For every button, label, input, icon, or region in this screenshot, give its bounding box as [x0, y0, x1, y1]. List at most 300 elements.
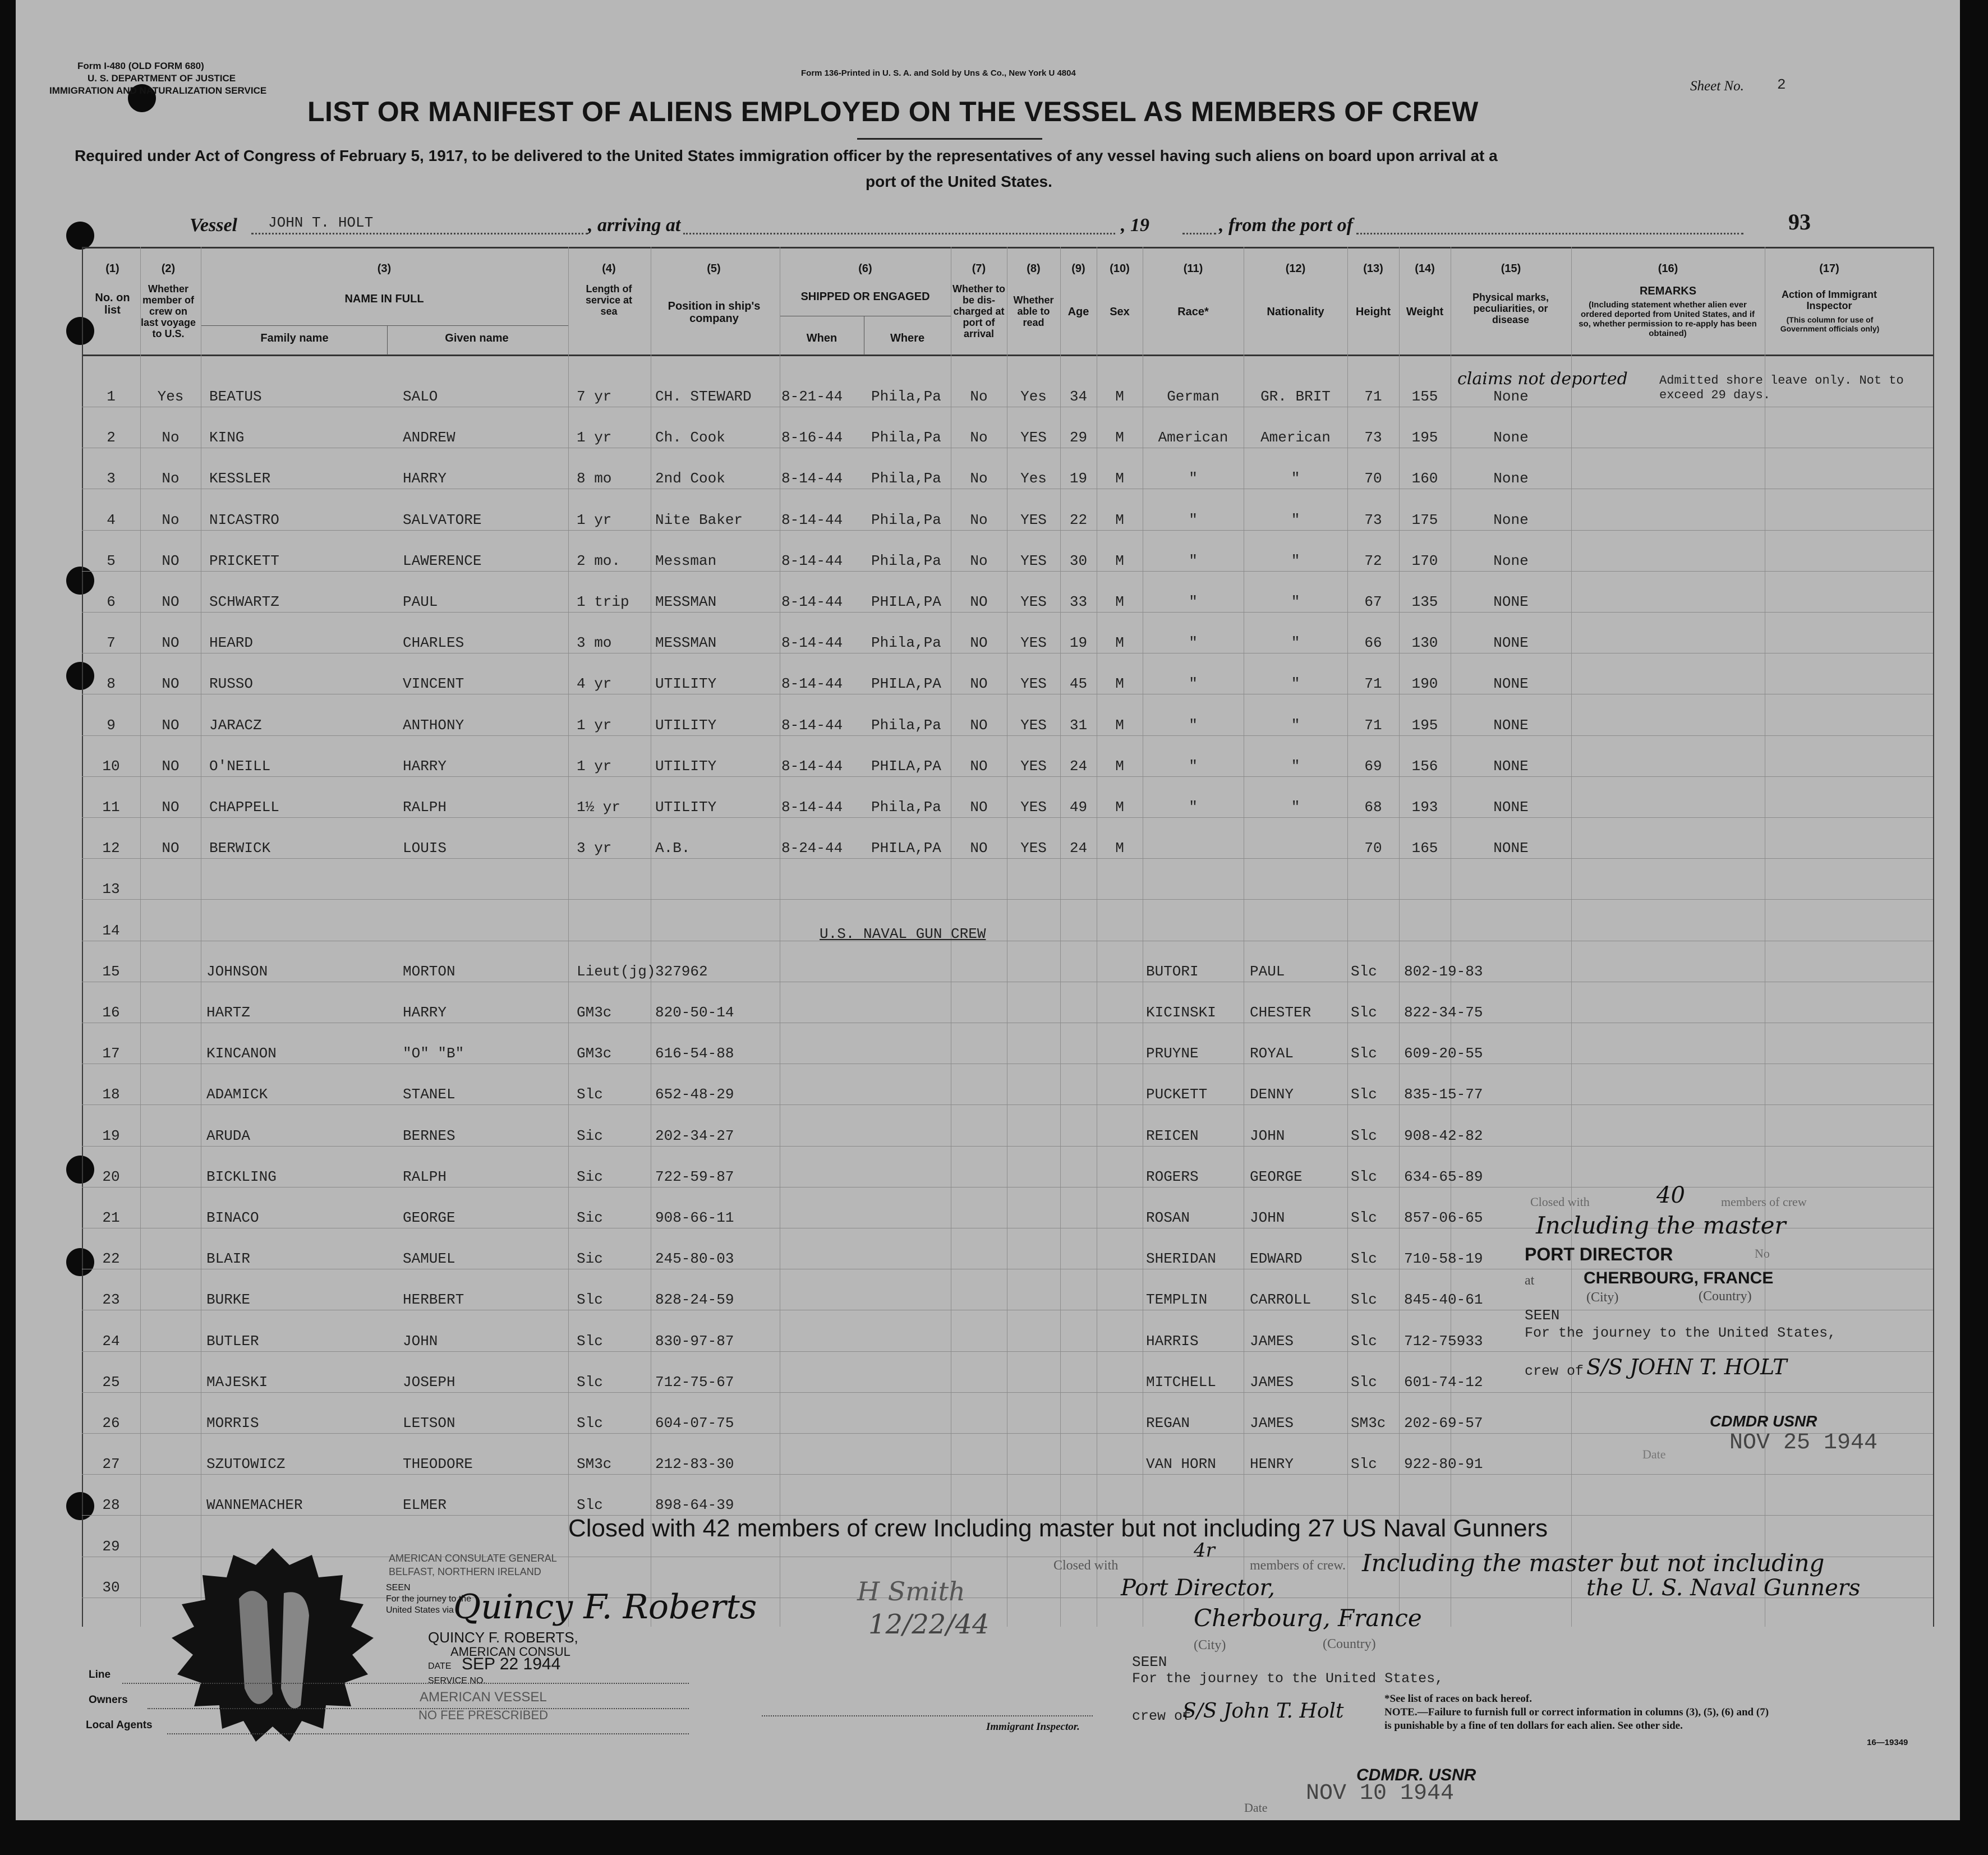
gunner-given-name: JAMES [1250, 1332, 1294, 1350]
able-to-read: YES [1020, 757, 1047, 775]
gunner-family-name: BICKLING [206, 1168, 277, 1185]
vessel-name: JOHN T. HOLT [268, 214, 374, 231]
gunner-serial: 652-48-29 [655, 1086, 734, 1103]
year-label: , 19 [1121, 215, 1149, 236]
age: 24 [1069, 840, 1088, 857]
gunner-rate: Slc [1351, 1332, 1377, 1350]
nationality: " [1291, 675, 1300, 693]
gunner-serial: 822-34-75 [1404, 1004, 1483, 1021]
gunner-rate: Slc [1351, 1456, 1377, 1473]
weight: 135 [1411, 593, 1438, 610]
footer-note: NOTE.—Failure to furnish full or correct information in columns (3), (5), (6) and (7) [1384, 1706, 1769, 1718]
sex: M [1115, 716, 1124, 734]
sex: M [1115, 552, 1124, 569]
given-name: LAWERENCE [403, 552, 482, 569]
physical-marks: NONE [1493, 634, 1529, 652]
service-length: 3 mo [577, 634, 612, 652]
position: CH. STEWARD [655, 388, 752, 405]
nationality: " [1291, 634, 1300, 652]
col-header-height: Height [1355, 306, 1391, 318]
physical-marks: NONE [1493, 840, 1529, 857]
gunner-serial: 828-24-59 [655, 1291, 734, 1309]
row-rule [82, 735, 1933, 736]
gunner-given-name: CARROLL [1250, 1291, 1311, 1309]
col-header-marks: Physical marks, peculiarities, or disease [1472, 292, 1549, 325]
gunner-serial: 908-42-82 [1404, 1127, 1483, 1144]
dotted-rule [1182, 233, 1216, 234]
row-rule [82, 899, 1933, 900]
shipped-where: Phila,Pa [871, 429, 941, 447]
city-label: (City) [1194, 1638, 1226, 1653]
gunner-rate: Slc [577, 1332, 603, 1350]
prev-voyage: Yes [157, 388, 184, 405]
subheader-rule [201, 325, 568, 326]
crew-of-vessel: S/S JOHN T. HOLT [1586, 1355, 1787, 1379]
col-num-15: (15) [1501, 263, 1521, 275]
gunner-serial: 604-07-75 [655, 1415, 734, 1431]
journey-label: For the journey to the United States, [1525, 1325, 1837, 1341]
col-num-16: (16) [1658, 263, 1678, 275]
gunner-family-name: ARUDA [206, 1127, 251, 1144]
gunner-rate: Sic [577, 1250, 603, 1268]
crew-of-label: crew of [1132, 1708, 1191, 1724]
crew-count-2: 4r [1194, 1539, 1215, 1562]
gunner-serial: 710-58-19 [1404, 1250, 1483, 1268]
row-number: 19 [102, 1127, 120, 1144]
sex: M [1115, 757, 1124, 775]
row-number: 16 [102, 1004, 120, 1021]
dotted-rule [1356, 233, 1743, 234]
able-to-read: YES [1020, 552, 1047, 569]
gunner-family-name: ADAMICK [206, 1086, 268, 1103]
city-hand: Cherbourg, France [1194, 1604, 1422, 1632]
gunner-serial: 830-97-87 [655, 1332, 734, 1350]
smith-signature: H Smith [857, 1576, 965, 1607]
consul-signature: Quincy F. Roberts [453, 1587, 757, 1627]
row-rule [82, 1146, 1933, 1147]
gunner-serial: 835-15-77 [1404, 1086, 1483, 1103]
gunner-given-name: GEORGE [403, 1209, 455, 1226]
height: 68 [1364, 799, 1382, 816]
col-header-action-note: (This column for use of Government officials only) [1780, 315, 1880, 333]
gunner-serial: 857-06-65 [1404, 1209, 1483, 1226]
row-number: 25 [102, 1373, 120, 1391]
prev-voyage: NO [162, 552, 180, 569]
date-stamp: NOV 10 1944 [1306, 1781, 1455, 1806]
gunner-family-name: KICINSKI [1146, 1004, 1216, 1021]
given-name: SALVATORE [403, 511, 482, 528]
discharged: NO [970, 675, 988, 693]
row-number: 22 [102, 1250, 120, 1268]
weight: 155 [1411, 388, 1438, 405]
gunner-rate: SM3c [577, 1456, 612, 1473]
sex: M [1115, 799, 1124, 816]
subtitle: Required under Act of Congress of February 5, 1917, to be delivered to the United States immigration officer by the representatives of any vessel having such aliens on board upon arrival at a [75, 147, 1498, 164]
col-num-7: (7) [972, 263, 986, 275]
row-number: 29 [102, 1538, 120, 1555]
dept-line: U. S. DEPARTMENT OF JUSTICE [88, 73, 236, 84]
footer-owners-label: Owners [89, 1694, 128, 1706]
seen-label: SEEN [386, 1583, 411, 1592]
col-num-4: (4) [602, 263, 616, 275]
page-stamp: 93 [1788, 209, 1811, 234]
col-num-6: (6) [858, 263, 872, 275]
at-city: CHERBOURG, FRANCE [1584, 1269, 1774, 1287]
subheader-rule [387, 325, 388, 355]
closed-with-label: Closed with [1053, 1558, 1119, 1573]
title-rule [857, 138, 1042, 140]
sex: M [1115, 470, 1124, 487]
gunner-given-name: JOSEPH [403, 1373, 455, 1391]
family-name: KESSLER [209, 470, 271, 487]
col-header-name: NAME IN FULL [344, 293, 424, 305]
consulate-line: BELFAST, NORTHERN IRELAND [389, 1566, 541, 1577]
family-name: KING [209, 429, 245, 447]
race: " [1189, 593, 1198, 610]
col-header-prev-voyage: Whether member of crew on last voyage to U.S. [140, 283, 196, 339]
col-num-3: (3) [377, 263, 392, 275]
dotted-rule [167, 1733, 689, 1734]
able-to-read: YES [1020, 593, 1047, 610]
date-stamp: NOV 25 1944 [1729, 1430, 1878, 1456]
shipped-when: 8-16-44 [781, 429, 843, 447]
row-number: 1 [107, 388, 116, 405]
height: 73 [1364, 429, 1382, 447]
family-name: BERWICK [209, 840, 271, 857]
physical-marks: None [1493, 388, 1529, 405]
col-header-age: Age [1067, 306, 1089, 318]
row-number: 7 [107, 634, 116, 652]
able-to-read: YES [1020, 840, 1047, 857]
gunner-rate: Slc [1351, 1086, 1377, 1103]
age: 24 [1069, 757, 1088, 775]
gunner-family-name: KINCANON [206, 1045, 277, 1062]
position: MESSMAN [655, 634, 717, 652]
dotted-rule [683, 233, 1115, 234]
col-num-2: (2) [161, 263, 176, 275]
gunner-family-name: BUTLER [206, 1332, 259, 1350]
position: UTILITY [655, 675, 717, 693]
col-header-read: Whether able to read [1013, 294, 1054, 328]
sheet-number: 2 [1777, 76, 1786, 93]
no-fee: NO FEE PRESCRIBED [418, 1708, 549, 1722]
shipped-where: PHILA,PA [871, 675, 941, 693]
row-number: 30 [102, 1578, 120, 1596]
gunner-serial: 601-74-12 [1404, 1373, 1483, 1391]
shipped-where: Phila,Pa [871, 716, 941, 734]
service-length: 2 mo. [577, 552, 621, 569]
shipped-when: 8-14-44 [781, 716, 843, 734]
discharged: NO [970, 799, 988, 816]
row-rule [82, 530, 1933, 531]
members-label: members of crew [1721, 1195, 1807, 1209]
gunner-rate: Slc [1351, 1004, 1377, 1021]
gunner-rate: Sic [577, 1127, 603, 1144]
shipped-where: PHILA,PA [871, 757, 941, 775]
sex: M [1115, 511, 1124, 528]
weight: 165 [1411, 840, 1438, 857]
shipped-where: Phila,Pa [871, 470, 941, 487]
discharged: No [970, 511, 988, 528]
prev-voyage: No [162, 470, 180, 487]
discharged: NO [970, 634, 988, 652]
inspector-label: Immigrant Inspector. [986, 1721, 1080, 1733]
column-rule [1933, 247, 1934, 1627]
city-label: (City) [1586, 1290, 1619, 1305]
weight: 193 [1411, 799, 1438, 816]
physical-marks: NONE [1493, 716, 1529, 734]
row-number: 12 [102, 840, 120, 857]
gunner-given-name: JAMES [1250, 1415, 1294, 1431]
race: " [1189, 716, 1198, 734]
col-header-race: Race* [1177, 306, 1209, 318]
consul-date: SEP 22 1944 [462, 1655, 561, 1673]
row-rule [82, 776, 1933, 777]
col-header-service: Length of service at sea [585, 283, 633, 317]
race: " [1189, 675, 1198, 693]
service-length: 1 trip [577, 593, 629, 610]
row-number: 11 [102, 799, 120, 816]
row-number: 9 [107, 716, 116, 734]
age: 29 [1069, 429, 1088, 447]
age: 19 [1069, 634, 1088, 652]
race: " [1189, 470, 1198, 487]
family-name: NICASTRO [209, 511, 279, 528]
family-name: JARACZ [209, 716, 262, 734]
vessel-label: Vessel [190, 215, 237, 236]
gunner-family-name: HARRIS [1146, 1332, 1199, 1350]
gunner-family-name: MORRIS [206, 1415, 259, 1431]
subtitle: port of the United States. [866, 173, 1052, 190]
row-number: 26 [102, 1415, 120, 1431]
shipped-where: Phila,Pa [871, 799, 941, 816]
sex: M [1115, 840, 1124, 857]
at-label: at [1525, 1273, 1535, 1288]
physical-marks: NONE [1493, 799, 1529, 816]
gunner-family-name: ROSAN [1146, 1209, 1190, 1226]
col-num-1: (1) [105, 263, 119, 275]
shipped-where: Phila,Pa [871, 552, 941, 569]
family-name: SCHWARTZ [209, 593, 279, 610]
shipped-when: 8-14-44 [781, 552, 843, 569]
nationality: GR. BRIT [1260, 388, 1331, 405]
gunner-rate: SM3c [1351, 1415, 1386, 1431]
physical-marks: NONE [1493, 593, 1529, 610]
gunner-rate: Slc [577, 1373, 603, 1391]
gunner-rate: Slc [1351, 1250, 1377, 1268]
closing-text: Closed with 42 members of crew Including master but not including 27 US Naval Gunners [568, 1515, 1548, 1542]
cmdr-signature: CDMDR USNR [1710, 1412, 1817, 1430]
country-label: (Country) [1699, 1289, 1752, 1304]
gunner-family-name: PRUYNE [1146, 1045, 1199, 1062]
gunner-family-name: JOHNSON [206, 963, 268, 980]
gunner-rate: Slc [1351, 1127, 1377, 1144]
footer-agents-label: Local Agents [86, 1719, 153, 1731]
row-rule [82, 1104, 1933, 1105]
discharged: NO [970, 716, 988, 734]
height: 70 [1364, 470, 1382, 487]
column-rule [568, 247, 569, 1627]
physical-marks: None [1493, 429, 1529, 447]
prev-voyage: NO [162, 716, 180, 734]
gunner-given-name: JOHN [403, 1332, 438, 1350]
gunner-serial: 922-80-91 [1404, 1456, 1483, 1473]
gunner-serial: 202-69-57 [1404, 1415, 1483, 1431]
gunner-family-name: REGAN [1146, 1415, 1190, 1431]
nationality: " [1291, 552, 1300, 569]
height: 73 [1364, 511, 1382, 528]
discharged: NO [970, 757, 988, 775]
footer-note: *See list of races on back hereof. [1384, 1693, 1532, 1705]
age: 45 [1069, 675, 1088, 693]
gunner-family-name: MITCHELL [1146, 1373, 1216, 1391]
height: 70 [1364, 840, 1382, 857]
col-header-given: Given name [445, 332, 509, 344]
col-header-where: Where [890, 332, 925, 344]
no-label: No [1755, 1246, 1770, 1260]
gunner-family-name: TEMPLIN [1146, 1291, 1208, 1309]
united-label: United States via [386, 1605, 454, 1615]
family-name: BEATUS [209, 388, 262, 405]
country-label: (Country) [1323, 1637, 1376, 1651]
smith-date: 12/22/44 [868, 1609, 990, 1640]
row-number: 23 [102, 1291, 120, 1309]
crew-count: 40 [1656, 1182, 1685, 1208]
gunner-rate: Lieut(jg) [577, 963, 656, 980]
closed-with-label: Closed with [1530, 1195, 1590, 1209]
service-length: 1 yr [577, 757, 612, 775]
row-number: 15 [102, 963, 120, 980]
footer-line-label: Line [89, 1669, 111, 1681]
col-num-13: (13) [1363, 263, 1383, 275]
prev-voyage: NO [162, 799, 180, 816]
prev-voyage: No [162, 511, 180, 528]
row-rule [82, 1351, 1933, 1352]
american-vessel: AMERICAN VESSEL [420, 1690, 547, 1705]
gunner-family-name: BINACO [206, 1209, 259, 1226]
race: American [1158, 429, 1228, 447]
members-label: members of crew. [1250, 1558, 1346, 1573]
gunner-rate: Slc [1351, 1168, 1377, 1185]
gunner-given-name: DENNY [1250, 1086, 1294, 1103]
sex: M [1115, 388, 1124, 405]
gunner-family-name: HARTZ [206, 1004, 251, 1021]
action-remark: Admitted shore leave only. Not to exceed 29 days. [1659, 374, 1904, 402]
page-title: LIST OR MANIFEST OF ALIENS EMPLOYED ON THE VESSEL AS MEMBERS OF CREW [307, 96, 1479, 127]
physical-marks: None [1493, 552, 1529, 569]
height: 66 [1364, 634, 1382, 652]
height: 72 [1364, 552, 1382, 569]
shipped-where: Phila,Pa [871, 388, 941, 405]
prev-voyage: NO [162, 593, 180, 610]
given-name: LOUIS [403, 840, 447, 857]
shipped-when: 8-14-44 [781, 799, 843, 816]
col-num-9: (9) [1071, 263, 1085, 275]
gunner-serial: 616-54-88 [655, 1045, 734, 1062]
height: 71 [1364, 716, 1382, 734]
journey-label: For the journey to the [386, 1594, 472, 1604]
table-top-rule [82, 247, 1933, 248]
able-to-read: YES [1020, 716, 1047, 734]
row-rule [82, 612, 1933, 613]
age: 49 [1069, 799, 1088, 816]
col-header-weight: Weight [1406, 306, 1444, 318]
crew-of-label: crew of [1525, 1363, 1584, 1379]
col-header-family: Family name [260, 332, 329, 344]
prev-voyage: NO [162, 634, 180, 652]
col-num-12: (12) [1285, 263, 1306, 275]
weight: 170 [1411, 552, 1438, 569]
weight: 175 [1411, 511, 1438, 528]
col-header-remarks-note: (Including statement whether alien ever ordered deported from United States, and if so, whether permission to re-apply has been obtained) [1579, 300, 1757, 338]
gunner-rate: Slc [1351, 1291, 1377, 1309]
col-header-nationality: Nationality [1267, 306, 1324, 318]
col-header-action: Action of Immigrant Inspector [1782, 289, 1877, 311]
gunner-family-name: WANNEMACHER [206, 1497, 303, 1514]
gunner-rate: Slc [1351, 1209, 1377, 1226]
physical-marks: None [1493, 470, 1529, 487]
given-name: PAUL [403, 593, 438, 610]
seen-label: SEEN [1132, 1654, 1167, 1670]
consul-title: AMERICAN CONSUL [450, 1645, 570, 1659]
position: UTILITY [655, 757, 717, 775]
gunner-rate: GM3c [577, 1045, 612, 1062]
including-line: the U. S. Naval Gunners [1586, 1575, 1861, 1601]
seen-label: SEEN [1525, 1307, 1560, 1324]
shipped-when: 8-14-44 [781, 593, 843, 610]
position: UTILITY [655, 799, 717, 816]
weight: 195 [1411, 716, 1438, 734]
shipped-where: Phila,Pa [871, 511, 941, 528]
position: Messman [655, 552, 717, 569]
gunner-rate: Slc [577, 1291, 603, 1309]
gunner-serial: 609-20-55 [1404, 1045, 1483, 1062]
gunner-serial: 245-80-03 [655, 1250, 734, 1268]
col-header-position: Position in ship's company [668, 300, 761, 325]
sheet-label: Sheet No. [1690, 79, 1744, 94]
printer-line: Form 136-Printed in U. S. A. and Sold by Uns & Co., New York U 4804 [801, 68, 1076, 78]
gunner-serial: 898-64-39 [655, 1497, 734, 1514]
prev-voyage: No [162, 429, 180, 447]
weight: 130 [1411, 634, 1438, 652]
row-number: 21 [102, 1209, 120, 1226]
service-length: 1 yr [577, 511, 612, 528]
family-name: RUSSO [209, 675, 254, 693]
physical-marks: NONE [1493, 757, 1529, 775]
gunner-serial: 712-75933 [1404, 1332, 1483, 1350]
shipped-where: PHILA,PA [871, 593, 941, 610]
row-number: 5 [107, 552, 116, 569]
weight: 190 [1411, 675, 1438, 693]
position: Nite Baker [655, 511, 743, 528]
shipped-when: 8-14-44 [781, 675, 843, 693]
col-header-shipped: SHIPPED OR ENGAGED [800, 291, 930, 303]
gunner-given-name: ROYAL [1250, 1045, 1294, 1062]
gunner-given-name: MORTON [403, 963, 455, 980]
row-number: 6 [107, 593, 116, 610]
row-rule [82, 571, 1933, 572]
gunner-rate: Slc [1351, 963, 1377, 980]
row-number: 17 [102, 1045, 120, 1062]
crew-of-vessel: S/S John T. Holt [1182, 1700, 1344, 1723]
row-number: 20 [102, 1168, 120, 1185]
gunner-serial: 820-50-14 [655, 1004, 734, 1021]
col-num-5: (5) [707, 263, 721, 275]
gunner-given-name: HENRY [1250, 1456, 1294, 1473]
date-label: Date [1244, 1801, 1268, 1815]
arriving-label: , arriving at [588, 215, 681, 236]
given-name: ANDREW [403, 429, 455, 447]
